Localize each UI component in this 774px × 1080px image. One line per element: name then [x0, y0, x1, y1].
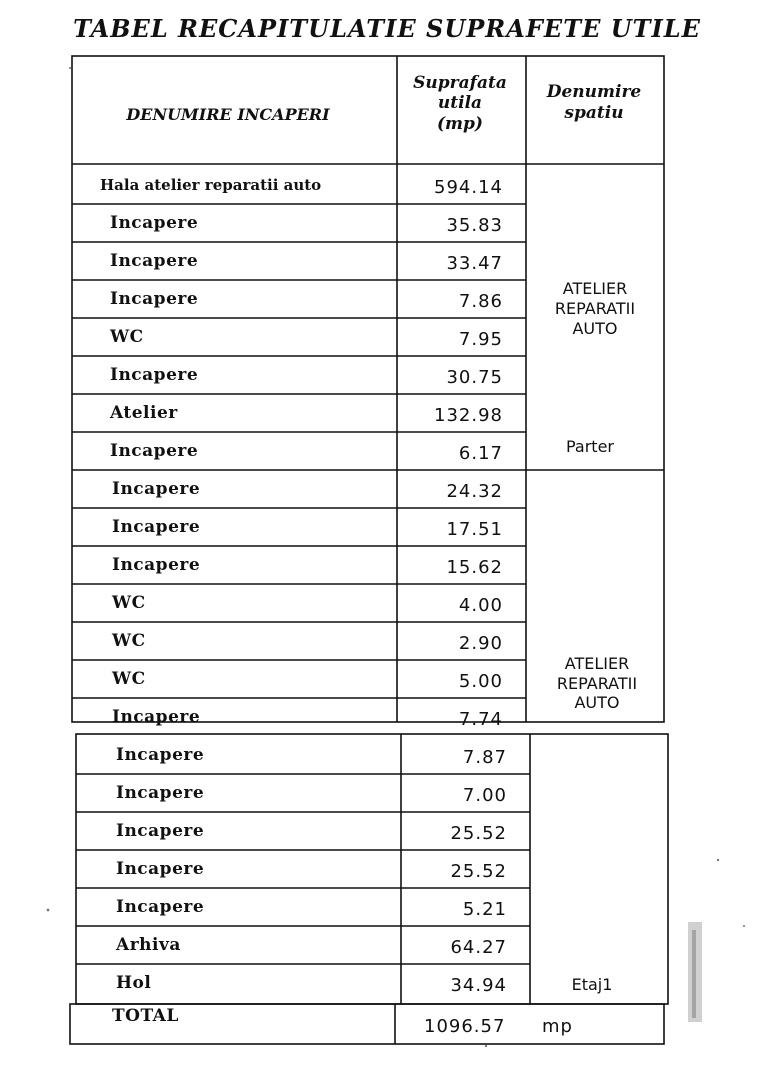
room-area: 4.00 — [458, 595, 503, 616]
room-area: 64.27 — [450, 937, 507, 958]
room-area: 34.94 — [450, 975, 507, 996]
room-name: WC — [112, 631, 146, 651]
room-name: Incapere — [116, 859, 205, 879]
room-name: WC — [112, 593, 146, 613]
room-area: 25.52 — [450, 861, 507, 882]
room-area: 30.75 — [446, 367, 503, 388]
space-upper-line3: AUTO — [574, 693, 620, 712]
room-area: 6.17 — [458, 443, 503, 464]
table-row — [109, 403, 503, 426]
room-name: WC — [112, 669, 146, 689]
room-name: Incapere — [116, 897, 205, 917]
header-area-line1: Suprafata — [413, 73, 507, 93]
room-name: Atelier — [110, 403, 178, 423]
room-area: 7.87 — [462, 747, 507, 768]
table-row — [110, 251, 503, 274]
room-name: Incapere — [112, 555, 201, 575]
table-row — [116, 745, 507, 768]
header-space-line1: Denumire — [546, 82, 642, 102]
space-ground-level: Parter — [565, 437, 615, 456]
space-ground-line1: ATELIER — [562, 279, 628, 298]
room-name: Hol — [116, 973, 152, 993]
space-ground-line3: AUTO — [572, 319, 618, 338]
room-name: WC — [110, 327, 144, 347]
room-name: Incapere — [116, 745, 205, 765]
total-label: TOTAL — [112, 1006, 179, 1026]
space-upper-level: Etaj1 — [571, 975, 613, 994]
room-name: Incapere — [116, 783, 205, 803]
header-rooms: DENUMIRE INCAPERI — [126, 105, 330, 124]
room-area: 5.21 — [462, 899, 507, 920]
room-area: 33.47 — [446, 253, 503, 274]
table-row — [112, 517, 503, 540]
room-area: 594.14 — [434, 177, 503, 198]
table-row — [116, 973, 507, 996]
room-name: Incapere — [112, 479, 201, 499]
room-name: Incapere — [110, 289, 199, 309]
table-row — [112, 479, 503, 502]
header-area-line3: (mp) — [437, 114, 483, 134]
room-area: 25.52 — [450, 823, 507, 844]
header-area-line2: utila — [437, 93, 483, 113]
room-name: Incapere — [110, 441, 199, 461]
table-row — [111, 669, 503, 692]
table-row — [109, 327, 503, 350]
room-name: Incapere — [116, 821, 205, 841]
room-name: Incapere — [112, 517, 201, 537]
table-row — [111, 631, 503, 654]
table-grid — [70, 56, 668, 1044]
table-row — [110, 213, 503, 236]
page-title: TABEL RECAPITULATIE SUPRAFETE UTILE — [73, 14, 701, 43]
room-area: 24.32 — [446, 481, 503, 502]
room-area: 15.62 — [446, 557, 503, 578]
room-name: Arhiva — [116, 935, 181, 955]
table-row — [116, 783, 507, 806]
table-row — [100, 176, 503, 198]
total-value: 1096.57 — [424, 1016, 506, 1037]
total-unit: mp — [542, 1016, 573, 1037]
room-area: 35.83 — [446, 215, 503, 236]
room-area: 7.00 — [462, 785, 507, 806]
room-name: Incapere — [110, 365, 199, 385]
table-row — [115, 935, 507, 958]
room-area: 7.74 — [458, 709, 503, 730]
table-row — [110, 441, 503, 464]
room-name: Hala atelier reparatii auto — [100, 176, 322, 194]
room-name: Incapere — [112, 707, 201, 727]
room-area: 7.95 — [458, 329, 503, 350]
table-row — [112, 707, 503, 730]
table-row — [111, 593, 503, 616]
header-space-line2: spatiu — [564, 103, 624, 123]
table-row — [110, 365, 503, 388]
space-upper-line2: REPARATII — [556, 674, 638, 693]
table-row — [110, 289, 503, 312]
room-name: Incapere — [110, 213, 199, 233]
space-upper-line1: ATELIER — [564, 654, 630, 673]
table-row — [112, 555, 503, 578]
room-area: 2.90 — [458, 633, 503, 654]
room-area: 7.86 — [458, 291, 503, 312]
room-name: Incapere — [110, 251, 199, 271]
table-row — [116, 859, 507, 882]
space-ground-line2: REPARATII — [554, 299, 636, 318]
table-row — [116, 897, 507, 920]
room-area: 17.51 — [446, 519, 503, 540]
room-area: 132.98 — [434, 405, 503, 426]
table-row — [116, 821, 507, 844]
table-rows — [100, 176, 507, 996]
room-area: 5.00 — [458, 671, 503, 692]
